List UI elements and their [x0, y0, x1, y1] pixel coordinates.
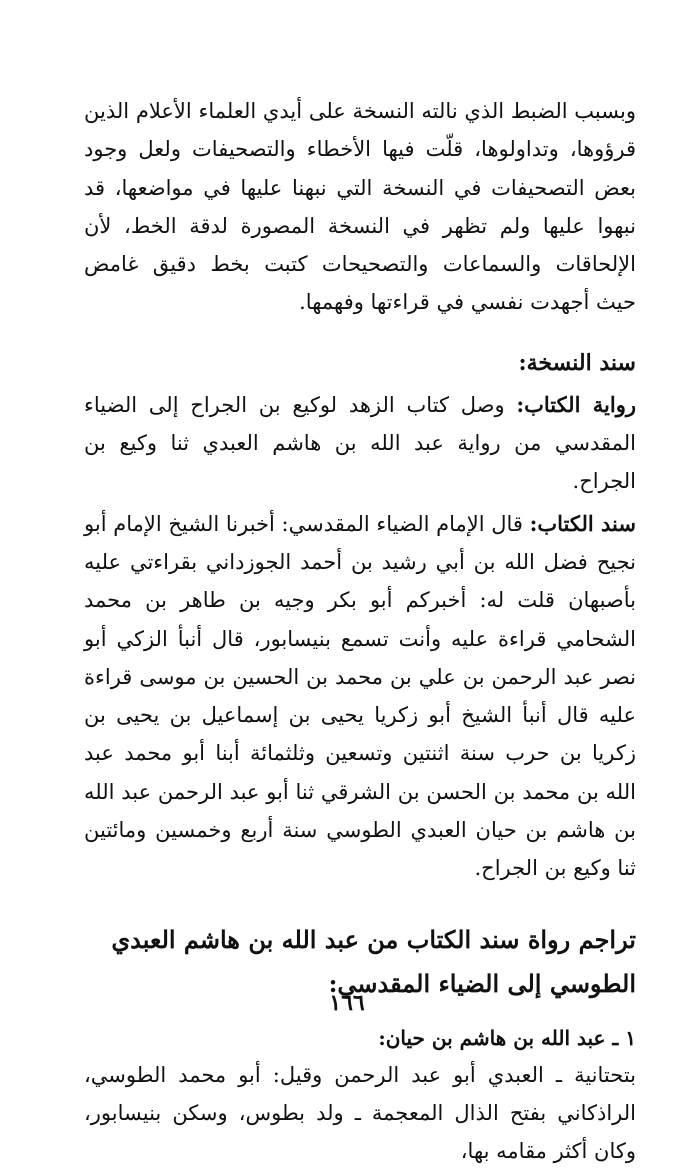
section-heading-tarajim: تراجم رواة سند الكتاب من عبد الله بن هاشم العبدي الطوسي إلى الضياء المقدسي:: [111, 924, 636, 998]
sanad-paragraph: [84, 505, 636, 888]
riwaya-label: رواية الكتاب:: [516, 391, 637, 417]
riwaya-paragraph: [84, 386, 636, 501]
narrator-paragraph-1: بتحتانية ـ العبدي أبو عبد الرحمن وقيل: أبو محمد الطوسي، الراذكاني بفتح الذال المعجمة ـ ولد بطوس، وسكن بنيسابور، وكان أكثر مقامه بها،: [84, 1062, 636, 1164]
sanad-label: سند الكتاب:: [529, 510, 636, 536]
intro-paragraph: وبسبب الضبط الذي نالته النسخة على أيدي العلماء الأعلام الذين قرؤوها، وتداولوها، قلّت فيها الأخطاء والتصحيفات ولعل وجود بعض التصحيفات في النسخة التي نبهنا عليها في مواضعها، قد نبهوا عليها ولم تظهر في النسخة المصورة لدقة الخط، لأن الإلحاقات والسماعات والتصحيحات كتبت بخط دقيق غامض حيث أجهدت نفسي في قراءتها وفهمها.: [84, 99, 636, 315]
section-heading-sanad: سند النسخة:: [518, 349, 636, 376]
sanad-text: قال الإمام الضياء المقدسي: أخبرنا الشيخ الإمام أبو نجيح فضل الله بن أبي رشيد بن أحمد الجوزداني بقراءتي عليه بأصبهان قلت له: أخبركم أبو بكر وجيه بن طاهر بن محمد الشحامي قراءة عليه وأنت تسمع بنيسابور، قال أنبأ الزكي أبو نصر عبد الرحمن بن علي بن محمد بن الحسين بن موسى قراءة عليه قال أنبأ الشيخ أبو زكريا يحيى بن إسماعيل بن يحيى بن زكريا بن حرب سنة اثنتين وتسعين وثلثمائة أبنا أبو محمد عبد الله بن محمد بن الحسن بن الشرقي ثنا أبو عبد الرحمن عبد الله بن هاشم بن حيان العبدي الطوسي سنة أربع وخمسين ومائتين ثنا وكيع بن الجراح.: [84, 511, 636, 881]
narrator-heading-1: ١ ـ عبد الله بن هاشم بن حيان:: [378, 1025, 636, 1050]
page-number: ١٦٦: [329, 990, 365, 1016]
riwaya-text: وصل كتاب الزهد لوكيع بن الجراح إلى الضياء المقدسي من رواية عبد الله بن هاشم العبدي ثنا وكيع بن الجراح.: [84, 392, 636, 494]
